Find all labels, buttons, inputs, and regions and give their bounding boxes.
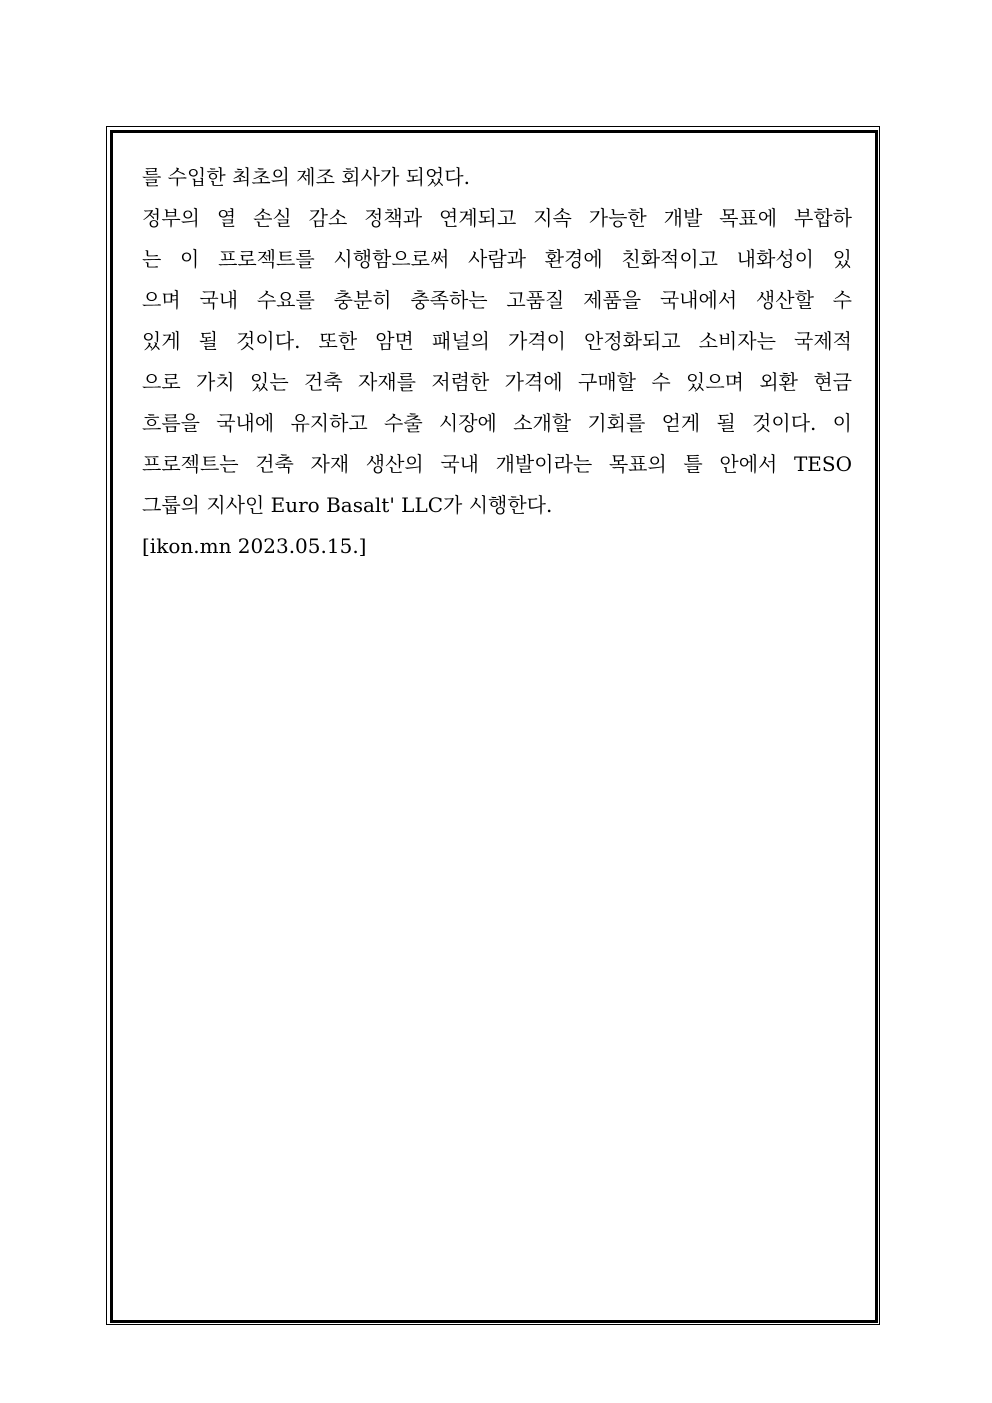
text-line-2: 정부의 열 손실 감소 정책과 연계되고 지속 가능한 개발 목표에 부합하: [142, 206, 852, 230]
text-line-5: 있게 될 것이다. 또한 암면 패널의 가격이 안정화되고 소비자는 국제적: [142, 329, 852, 353]
text-line-4: 으며 국내 수요를 충분히 충족하는 고품질 제품을 국내에서 생산할 수: [142, 288, 852, 312]
document-body: [142, 157, 852, 567]
text-line-8: 프로젝트는 건축 자재 생산의 국내 개발이라는 목표의 틀 안에서 TESO: [142, 452, 852, 476]
text-line-1: 를 수입한 최초의 제조 회사가 되었다.: [142, 165, 470, 189]
text-line-3: 는 이 프로젝트를 시행함으로써 사람과 환경에 친화적이고 내화성이 있: [142, 247, 852, 271]
text-line-7: 흐름을 국내에 유지하고 수출 시장에 소개할 기회를 얻게 될 것이다. 이: [142, 411, 852, 435]
source-citation: [ikon.mn 2023.05.15.]: [142, 534, 367, 558]
text-line-9: 그룹의 지사인 Euro Basalt' LLC가 시행한다.: [142, 493, 553, 517]
text-line-6: 으로 가치 있는 건축 자재를 저렴한 가격에 구매할 수 있으며 외환 현금: [142, 370, 852, 394]
